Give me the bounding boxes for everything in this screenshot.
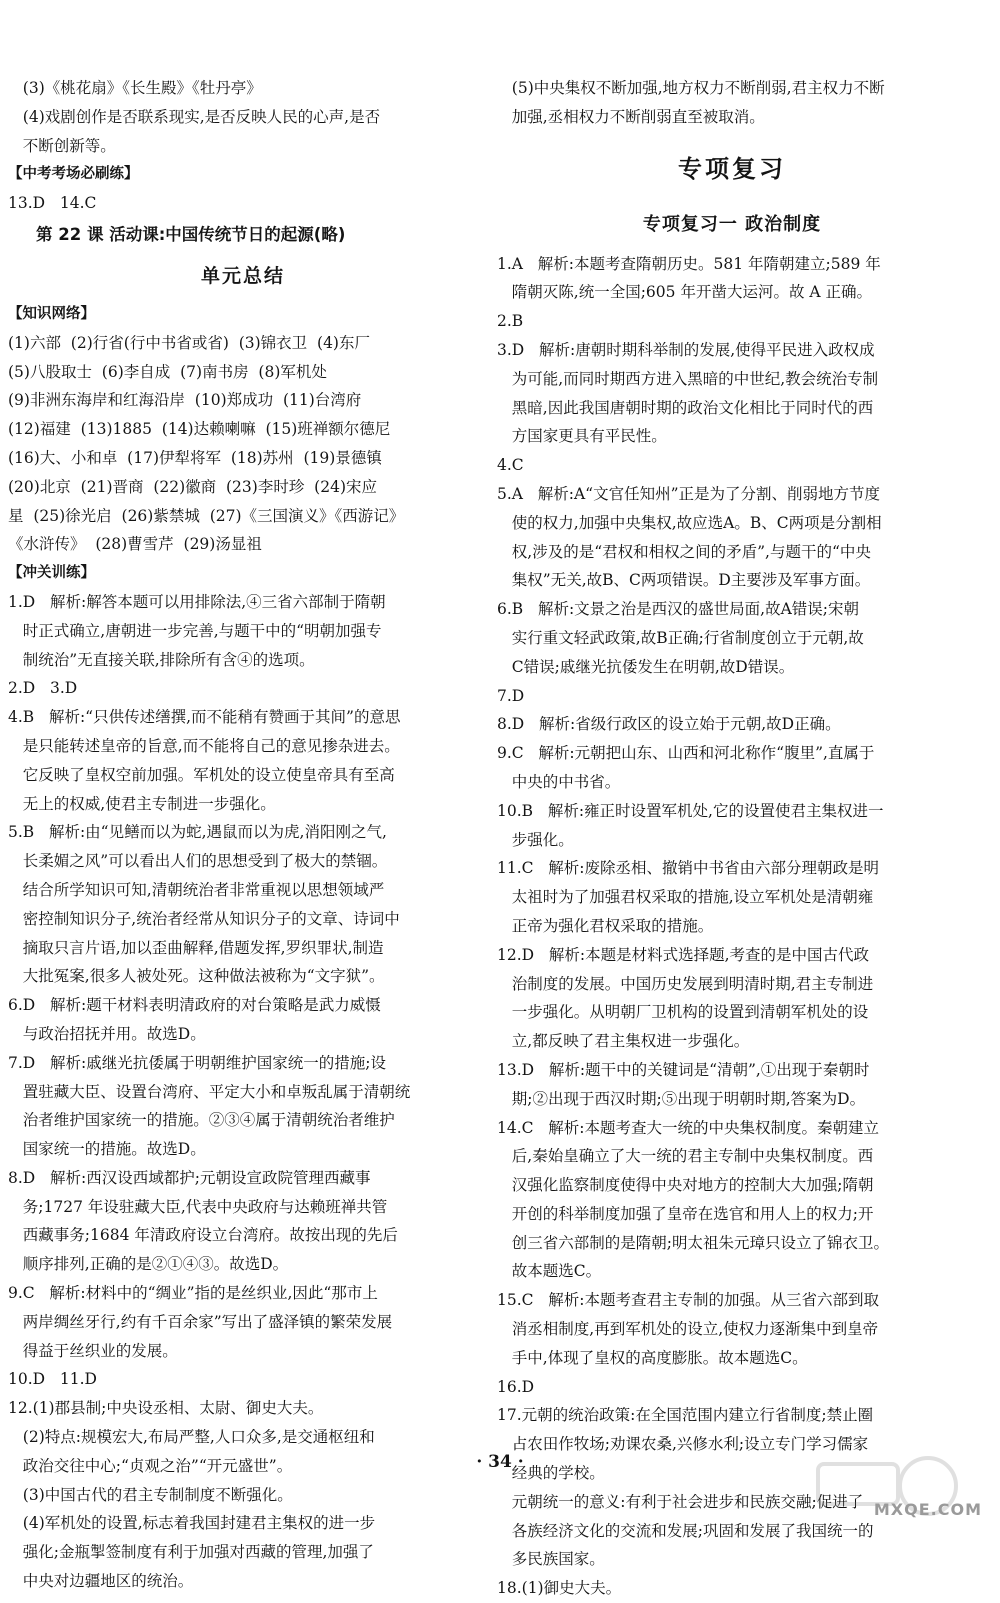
text-line: 6.D 解析:题干材料表明清政府的对台策略是武力威慑 xyxy=(8,996,381,1015)
text-line: 8.D 解析:西汉设西域都护;元朝设宣政院管理西藏事 xyxy=(8,1168,371,1187)
text-line: 不断创新等。 xyxy=(8,136,116,155)
text-line: 星 (25)徐光启 (26)紫禁城 (27)《三国演义》《西游记》 xyxy=(8,506,405,525)
text-line: 中央的中书省。 xyxy=(497,772,621,791)
text-line: (5)八股取士 (6)李自成 (7)南书房 (8)军机处 xyxy=(8,362,327,381)
text-line: 18.(1)御史大夫。 xyxy=(497,1579,622,1598)
text-line: 13.D 14.C xyxy=(8,194,97,213)
text-line: 12.(1)郡县制;中央设丞相、太尉、御史大夫。 xyxy=(8,1399,324,1418)
text-line: 正帝为强化君权采取的措施。 xyxy=(497,916,714,935)
text-line: 制统治”无直接关联,排除所有含④的选项。 xyxy=(8,650,315,669)
text-line: 消丞相制度,再到军机处的设立,使权力逐渐集中到皇帝 xyxy=(497,1320,879,1339)
text-line: 国家统一的措施。故选D。 xyxy=(8,1140,206,1159)
text-line: 5.A 解析:A“文官任知州”正是为了分割、削弱地方节度 xyxy=(497,484,881,503)
text-line: 隋朝灭陈,统一全国;605 年开凿大运河。故 A 正确。 xyxy=(497,283,872,302)
text-line: 置驻藏大臣、设置台湾府、平定大小和卓叛乱属于清朝统 xyxy=(8,1082,411,1101)
text-line: 集权”无关,故B、C两项错误。D主要涉及军事方面。 xyxy=(497,571,871,590)
text-line: 顺序排列,正确的是②①④③。故选D。 xyxy=(8,1255,289,1274)
text-line: 与政治招抚并用。故选D。 xyxy=(8,1024,206,1043)
text-line: 2.D 3.D xyxy=(8,679,78,698)
chapter-title: 专项复习 xyxy=(678,154,786,183)
text-line: 西藏事务;1684 年清政府设立台湾府。故按出现的先后 xyxy=(8,1226,398,1245)
text-line: 无上的权威,使君主专制进一步强化。 xyxy=(8,794,276,813)
text-line: 实行重文轻武政策,故B正确;行省制度创立于元朝,故 xyxy=(497,628,864,647)
text-line: 使的权力,加强中央集权,故应选A。B、C两项是分割相 xyxy=(497,513,882,532)
text-line: 是只能转述皇帝的旨意,而不能将自己的意见掺杂进去。 xyxy=(8,736,400,755)
text-line: 17.元朝的统治政策:在全国范围内建立行省制度;禁止圈 xyxy=(497,1406,874,1425)
text-line: 13.D 解析:题干中的关键词是“清朝”,①出现于秦朝时 xyxy=(497,1060,870,1079)
text-line: (5)中央集权不断加强,地方权力不断削弱,君主权力不断 xyxy=(497,79,885,97)
text-line: 加强,丞相权力不断削弱直至被取消。 xyxy=(497,107,765,126)
text-line: (9)非洲东海岸和红海沿岸 (10)郑成功 (11)台湾府 xyxy=(8,391,362,410)
text-line: 得益于丝织业的发展。 xyxy=(8,1341,178,1360)
text-line: 方国家更具有平民性。 xyxy=(497,427,667,446)
text-line: 务;1727 年设驻藏大臣,代表中央政府与达赖班禅共管 xyxy=(8,1197,388,1216)
text-line: (3)中国古代的君主专制制度不断强化。 xyxy=(8,1485,293,1504)
text-line: 大批冤案,很多人被处死。这种做法被称为“文字狱”。 xyxy=(8,967,385,986)
text-line: 立,都反映了君主集权进一步强化。 xyxy=(497,1032,750,1051)
text-line: C错误;戚继光抗倭发生在明朝,故D错误。 xyxy=(497,657,795,676)
text-line: 4.C xyxy=(497,456,524,475)
right-column xyxy=(497,74,967,1603)
text-line: 2.B xyxy=(497,312,524,331)
text-line: 9.C 解析:元朝把山东、山西和河北称作“腹里”,直属于 xyxy=(497,744,875,763)
text-line: (3)《桃花扇》《长生殿》《牡丹亭》 xyxy=(8,79,262,97)
text-line: 政治交往中心;“贞观之治”“开元盛世”。 xyxy=(8,1456,293,1475)
text-line: 12.D 解析:本题是材料式选择题,考查的是中国古代政 xyxy=(497,945,870,964)
text-line: 经典的学校。 xyxy=(497,1464,605,1483)
text-line: 摘取只言片语,加以歪曲解释,借题发挥,罗织罪状,制造 xyxy=(8,938,384,957)
left-column xyxy=(8,74,478,1596)
text-line: (20)北京 (21)晋商 (22)徽商 (23)李时珍 (24)宋应 xyxy=(8,477,378,496)
text-line: (1)六部 (2)行省(行中书省或省) (3)锦衣卫 (4)东厂 xyxy=(8,333,370,352)
text-line: 《水浒传》 (28)曹雪芹 (29)汤显祖 xyxy=(8,535,262,554)
watermark-text: MXQE.COM xyxy=(873,1500,982,1519)
text-line: 多民族国家。 xyxy=(497,1550,605,1569)
text-line: 故本题选C。 xyxy=(497,1262,602,1281)
subchapter-title: 专项复习一 政治制度 xyxy=(642,213,822,235)
text-line: 密控制知识分子,统治者经常从知识分子的文章、诗词中 xyxy=(8,909,400,928)
text-line: 手中,体现了皇权的高度膨胀。故本题选C。 xyxy=(497,1348,808,1367)
text-line: 为可能,而同时期西方进入黑暗的中世纪,教会统治专制 xyxy=(497,369,879,388)
text-line: (12)福建 (13)1885 (14)达赖喇嘛 (15)班禅额尔德尼 xyxy=(8,420,391,439)
text-line: 权,涉及的是“君权和相权之间的矛盾”,与题干的“中央 xyxy=(497,542,871,561)
text-line: 结合所学知识可知,清朝统治者非常重视以思想领域严 xyxy=(8,880,385,899)
text-line: 治制度的发展。中国历史发展到明清时期,君主专制进 xyxy=(497,974,874,993)
text-line: 后,秦始皇确立了大一统的君主专制中央集权制度。西 xyxy=(497,1147,874,1166)
text-line: 16.D xyxy=(497,1377,535,1396)
text-line: 10.B 解析:雍正时设置军机处,它的设置使君主集权进一 xyxy=(497,801,884,820)
section-heading: 【知识网络】 xyxy=(8,305,95,322)
lesson-heading: 第 22 课 活动课:中国传统节日的起源(略) xyxy=(36,224,346,244)
text-line: 1.A 解析:本题考查隋朝历史。581 年隋朝建立;589 年 xyxy=(497,254,881,273)
text-line: (4)军机处的设置,标志着我国封建君主集权的进一步 xyxy=(8,1514,376,1533)
text-line: 占农田作牧场;劝课农桑,兴修水利;设立专门学习儒家 xyxy=(497,1435,869,1454)
unit-title: 单元总结 xyxy=(200,264,285,287)
text-line: 创三省六部制的是隋朝;明太祖朱元璋只设立了锦衣卫。 xyxy=(497,1233,890,1252)
text-line: 9.C 解析:材料中的“绸业”指的是丝织业,因此“那市上 xyxy=(8,1284,378,1303)
text-line: 期;②出现于西汉时期;⑤出现于明朝时期,答案为D。 xyxy=(497,1089,866,1108)
text-line: 元朝统一的意义:有利于社会进步和民族交融;促进了 xyxy=(497,1492,864,1511)
text-line: 8.D 解析:省级行政区的设立始于元朝,故D正确。 xyxy=(497,715,841,734)
text-line: 它反映了皇权空前加强。军机处的设立使皇帝具有至高 xyxy=(8,765,395,784)
text-line: 强化;金瓶掣签制度有利于加强对西藏的管理,加强了 xyxy=(8,1543,374,1562)
text-line: 3.D 解析:唐朝时期科举制的发展,使得平民进入政权成 xyxy=(497,340,875,359)
page-number: · 34 · xyxy=(476,1452,524,1472)
text-line: 各族经济文化的交流和发展;巩固和发展了我国统一的 xyxy=(497,1521,874,1540)
text-line: (2)特点:规模宏大,布局严整,人口众多,是交通枢纽和 xyxy=(8,1428,375,1447)
text-line: 治者维护国家统一的措施。②③④属于清朝统治者维护 xyxy=(8,1111,395,1130)
text-line: 15.C 解析:本题考查君主专制的加强。从三省六部到取 xyxy=(497,1291,880,1310)
text-line: 7.D xyxy=(497,686,525,705)
section-heading: 【中考考场必刷练】 xyxy=(8,166,139,183)
text-line: (16)大、小和卓 (17)伊犁将军 (18)苏州 (19)景德镇 xyxy=(8,448,382,467)
section-heading: 【冲关训练】 xyxy=(8,565,95,582)
text-line: 1.D 解析:解答本题可以用排除法,④三省六部制于隋朝 xyxy=(8,592,386,611)
text-line: 11.C 解析:废除丞相、撤销中书省由六部分理朝政是明 xyxy=(497,859,880,878)
text-line: 7.D 解析:戚继光抗倭属于明朝维护国家统一的措施;设 xyxy=(8,1053,386,1072)
text-line: 5.B 解析:由“见鳝而以为蛇,遇鼠而以为虎,消阳刚之气, xyxy=(8,823,387,842)
text-line: 汉强化监察制度使得中央对地方的控制大大加强;隋朝 xyxy=(497,1176,874,1195)
text-line: 两岸绸丝牙行,约有千百余家”写出了盛泽镇的繁荣发展 xyxy=(8,1312,393,1331)
text-line: 一步强化。从明朝厂卫机构的设置到清朝军机处的设 xyxy=(497,1003,869,1022)
text-line: (4)戏剧创作是否联系现实,是否反映人民的心声,是否 xyxy=(8,107,381,126)
text-line: 黑暗,因此我国唐朝时期的政治文化相比于同时代的西 xyxy=(497,398,874,417)
text-line: 时正式确立,唐朝进一步完善,与题干中的“明朝加强专 xyxy=(8,621,382,640)
text-line: 4.B 解析:“只供传述缮撰,而不能稍有赞画于其间”的意思 xyxy=(8,708,401,727)
text-line: 长柔媚之风”可以看出人们的思想受到了极大的禁锢。 xyxy=(8,852,388,871)
text-line: 10.D 11.D xyxy=(8,1370,97,1389)
text-line: 太祖时为了加强君权采取的措施,设立军机处是清朝雍 xyxy=(497,888,874,907)
text-line: 6.B 解析:文景之治是西汉的盛世局面,故A错误;宋朝 xyxy=(497,600,860,619)
text-line: 中央对边疆地区的统治。 xyxy=(8,1572,194,1591)
text-line: 开创的科举制度加强了皇帝在选官和用人上的权力;开 xyxy=(497,1204,874,1223)
text-line: 步强化。 xyxy=(497,830,574,849)
text-line: 14.C 解析:本题考查大一统的中央集权制度。秦朝建立 xyxy=(497,1118,880,1137)
